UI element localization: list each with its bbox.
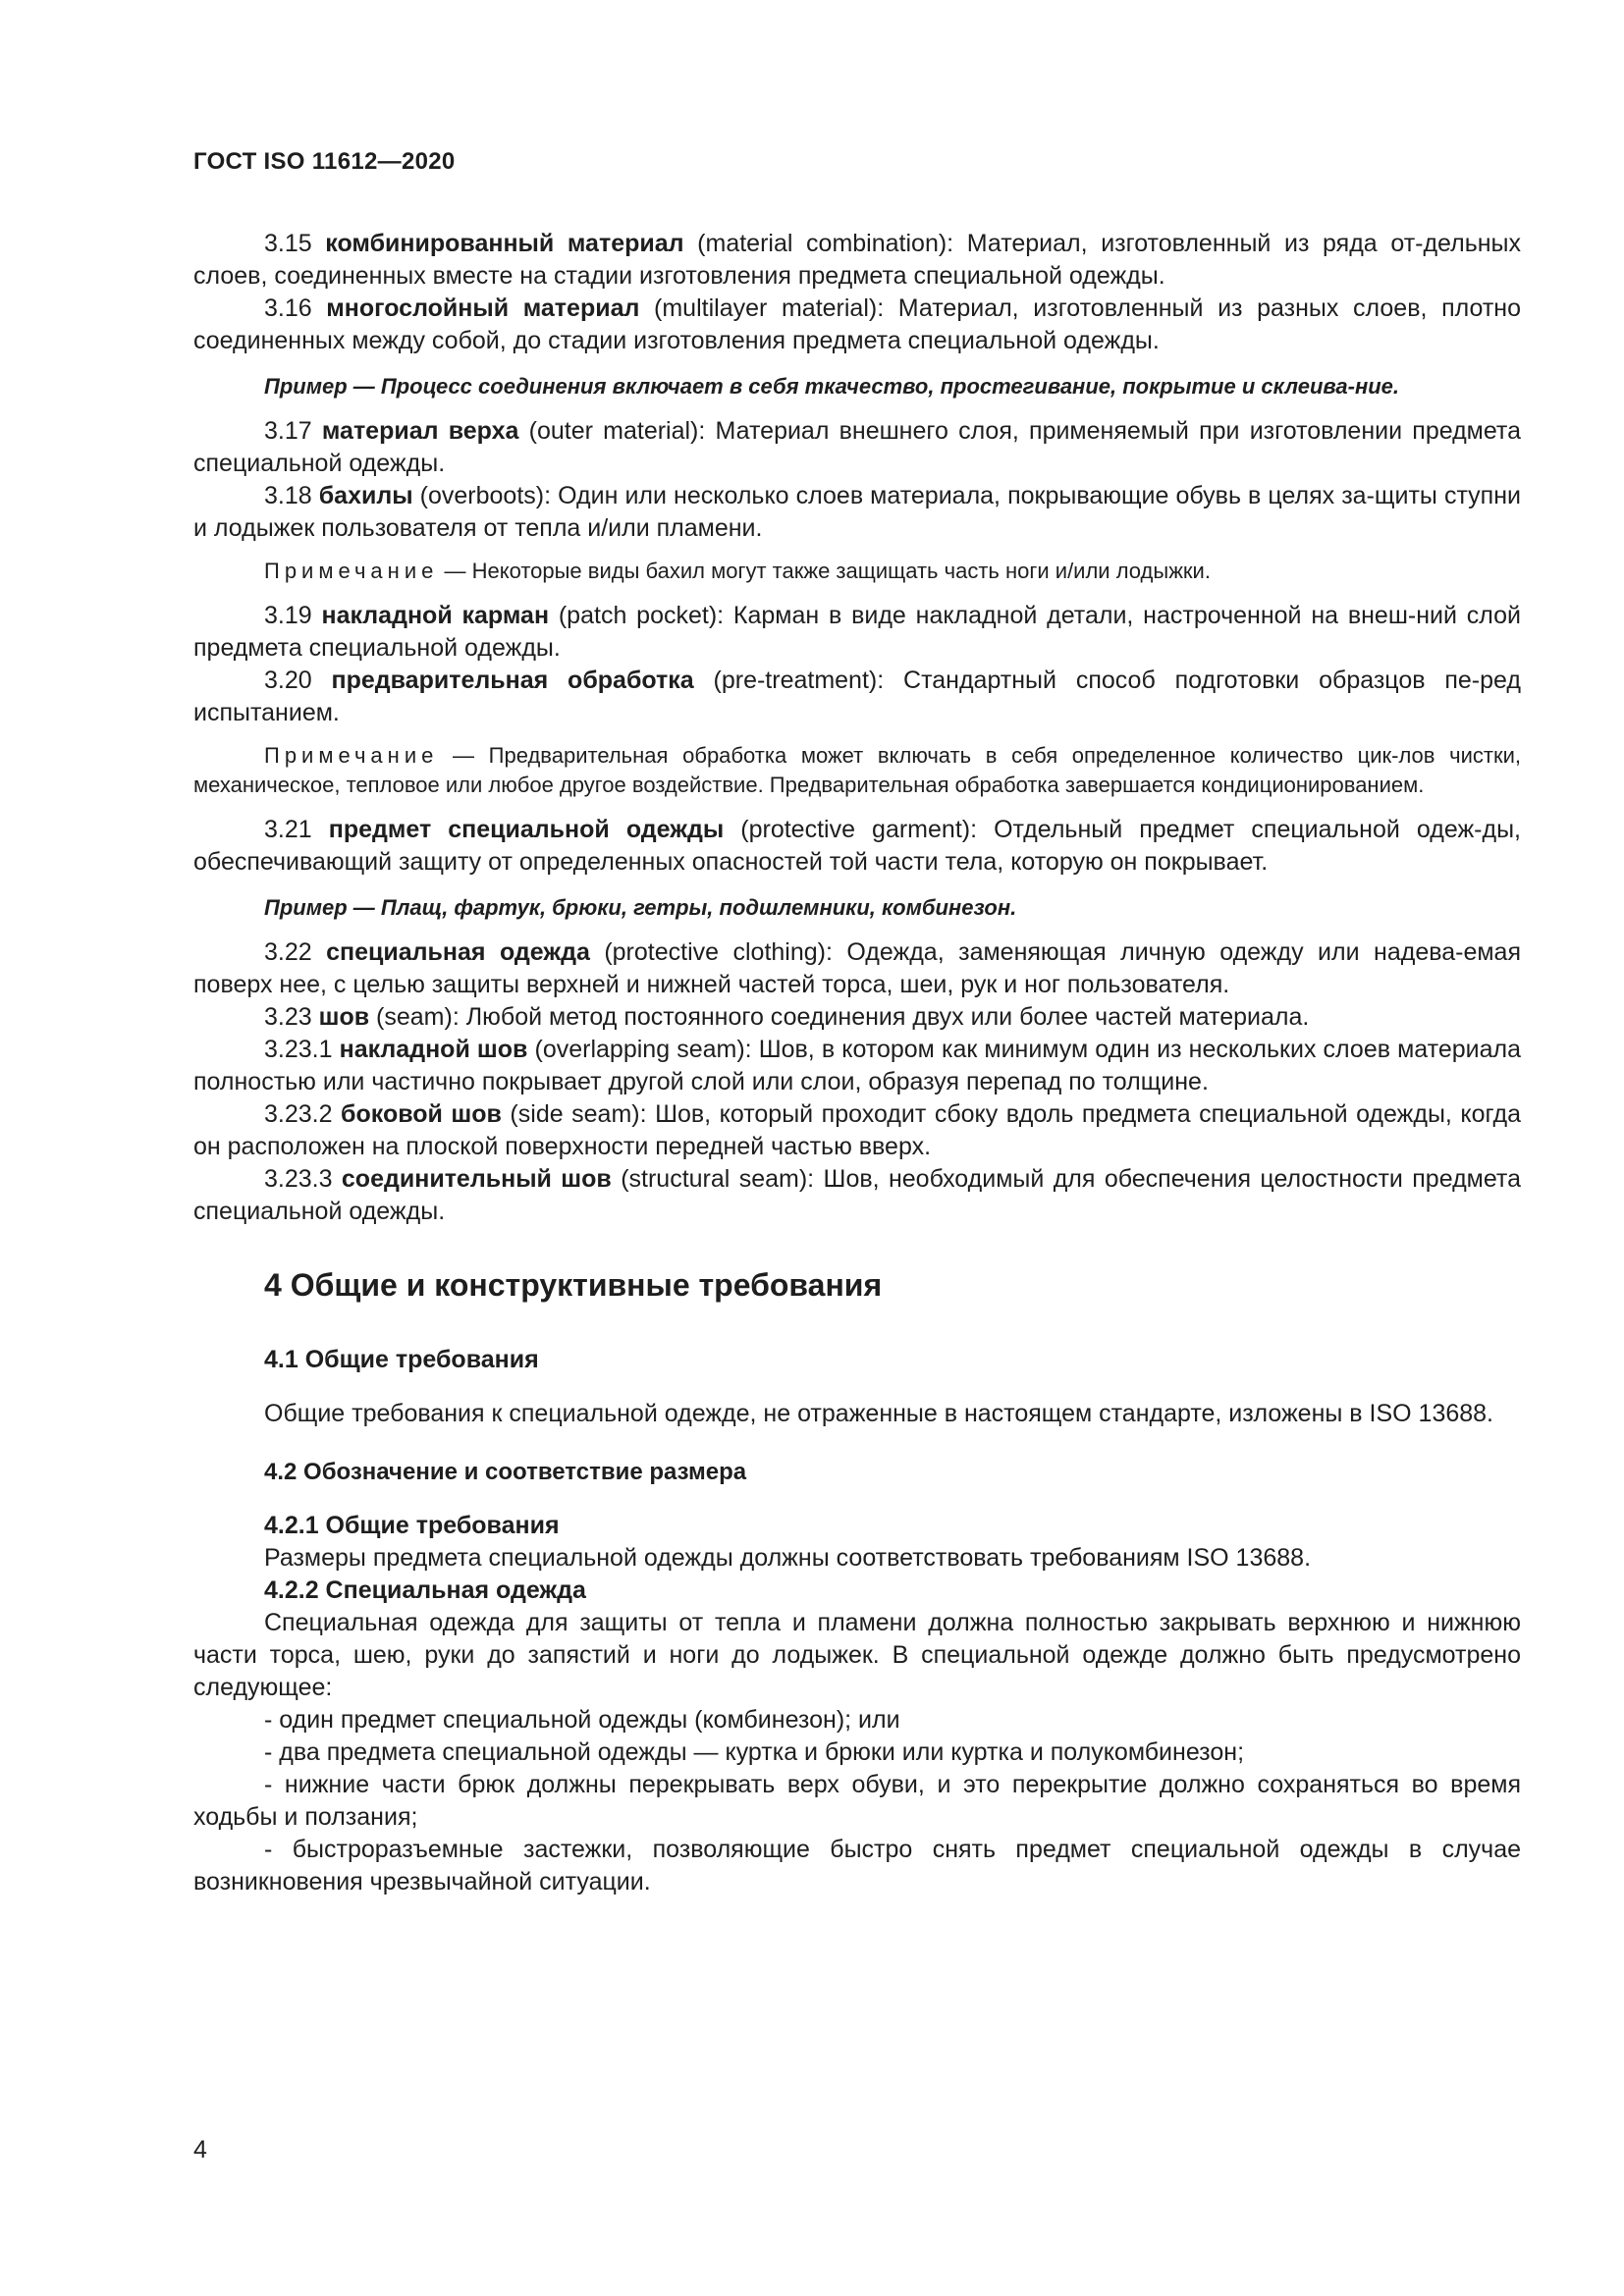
- term-3-21: 3.21 предмет специальной одежды (protective garment): Отдельный предмет специальной одеж-ды, обеспечивающий защиту от определенных опасностей той части тела, которую он покрывает.: [193, 816, 1522, 876]
- term-3-20: 3.20 предварительная обработка (pre-treatment): Стандартный способ подготовки образцов пе-ред испытанием.: [193, 667, 1521, 726]
- term-3-18: 3.18 бахилы (overboots): Один или несколько слоев материала, покрывающие обувь в целях за-щиты ступни и лодыжек пользователя от тепла и/или пламени.: [193, 482, 1521, 542]
- term-3-22: 3.22 специальная одежда (protective clothing): Одежда, заменяющая личную одежду или надева-емая поверх нее, с целью защиты верхней и нижней частей торса, шеи, рук и ног пользователя.: [193, 938, 1521, 998]
- term-3-23: 3.23 шов (seam): Любой метод постоянного соединения двух или более частей материала.: [264, 1003, 1310, 1031]
- section-4-2-2-text: Специальная одежда для защиты от тепла и пламени должна полностью закрывать верхнюю и нижнюю части торса, шею, руки до запястий и ноги до лодыжек. В специальной одежде должно быть предусмотрено следующее:: [193, 1609, 1521, 1701]
- term-3-23-1: 3.23.1 накладной шов (overlapping seam): Шов, в котором как минимум один из нескольких слоев материала полностью или частично покрывает другой слой или слои, образуя перепад по толщине.: [193, 1036, 1521, 1095]
- term-3-23-3: 3.23.3 соединительный шов (structural seam): Шов, необходимый для обеспечения целостности предмета специальной одежды.: [193, 1165, 1521, 1225]
- example-1: Пример — Процесс соединения включает в себя ткачество, простегивание, покрытие и склеива-ние.: [264, 374, 1400, 399]
- list-item: - нижние части брюк должны перекрывать верх обуви, и это перекрытие должно сохраняться во время ходьбы и ползания;: [193, 1771, 1521, 1831]
- term-3-23-2: 3.23.2 боковой шов (side seam): Шов, который проходит сбоку вдоль предмета специальной одежды, когда он расположен на плоской поверхности передней частью вверх.: [193, 1100, 1521, 1160]
- example-2: Пример — Плащ, фартук, брюки, гетры, подшлемники, комбинезон.: [264, 895, 1017, 920]
- section-4-2-heading: 4.2 Обозначение и соответствие размера: [264, 1459, 747, 1485]
- term-3-17: 3.17 материал верха (outer material): Материал внешнего слоя, применяемый при изготовлении предмета специальной одежды.: [193, 417, 1521, 477]
- note-2: Примечание — Предварительная обработка может включать в себя определенное количество цик-лов чистки, механическое, тепловое или любое другое воздействие. Предварительная обработка завершается кондиционированием.: [193, 743, 1521, 797]
- section-4-2-1-heading: 4.2.1 Общие требования: [264, 1512, 560, 1539]
- page-number: 4: [193, 2136, 207, 2163]
- section-4-2-1-text: Размеры предмета специальной одежды должны соответствовать требованиям ISO 13688.: [264, 1544, 1312, 1572]
- note-label: Примечание: [264, 559, 439, 583]
- list-item: - быстроразъемные застежки, позволяющие быстро снять предмет специальной одежды в случае возникновения чрезвычайной ситуации.: [193, 1836, 1521, 1896]
- document-page: [193, 147, 1521, 1898]
- section-4-2-2-heading: 4.2.2 Специальная одежда: [264, 1576, 586, 1604]
- term-3-15: 3.15 комбинированный материал (material combination): Материал, изготовленный из ряда от-дельных слоев, соединенных вместе на стадии изготовления предмета специальной одежды.: [193, 230, 1522, 290]
- list-item: - один предмет специальной одежды (комбинезон); или: [264, 1706, 900, 1734]
- note-label: Примечание: [264, 743, 439, 768]
- section-4-heading: 4 Общие и конструктивные требования: [264, 1267, 883, 1303]
- list-item: - два предмета специальной одежды — куртка и брюки или куртка и полукомбинезон;: [264, 1738, 1245, 1766]
- term-3-16: 3.16 многослойный материал (multilayer material): Материал, изготовленный из разных слоев, плотно соединенных между собой, до стадии изготовления предмета специальной одежды.: [193, 294, 1521, 354]
- document-header: ГОСТ ISO 11612—2020: [193, 148, 456, 175]
- term-3-19: 3.19 накладной карман (patch pocket): Карман в виде накладной детали, настроченной на внеш-ний слой предмета специальной одежды.: [193, 602, 1522, 662]
- note-1: Примечание — Некоторые виды бахил могут также защищать часть ноги и/или лодыжки.: [264, 559, 1211, 583]
- section-4-1-heading: 4.1 Общие требования: [264, 1346, 539, 1373]
- section-4-1-text: Общие требования к специальной одежде, не отраженные в настоящем стандарте, изложены в ISO 13688.: [264, 1400, 1494, 1427]
